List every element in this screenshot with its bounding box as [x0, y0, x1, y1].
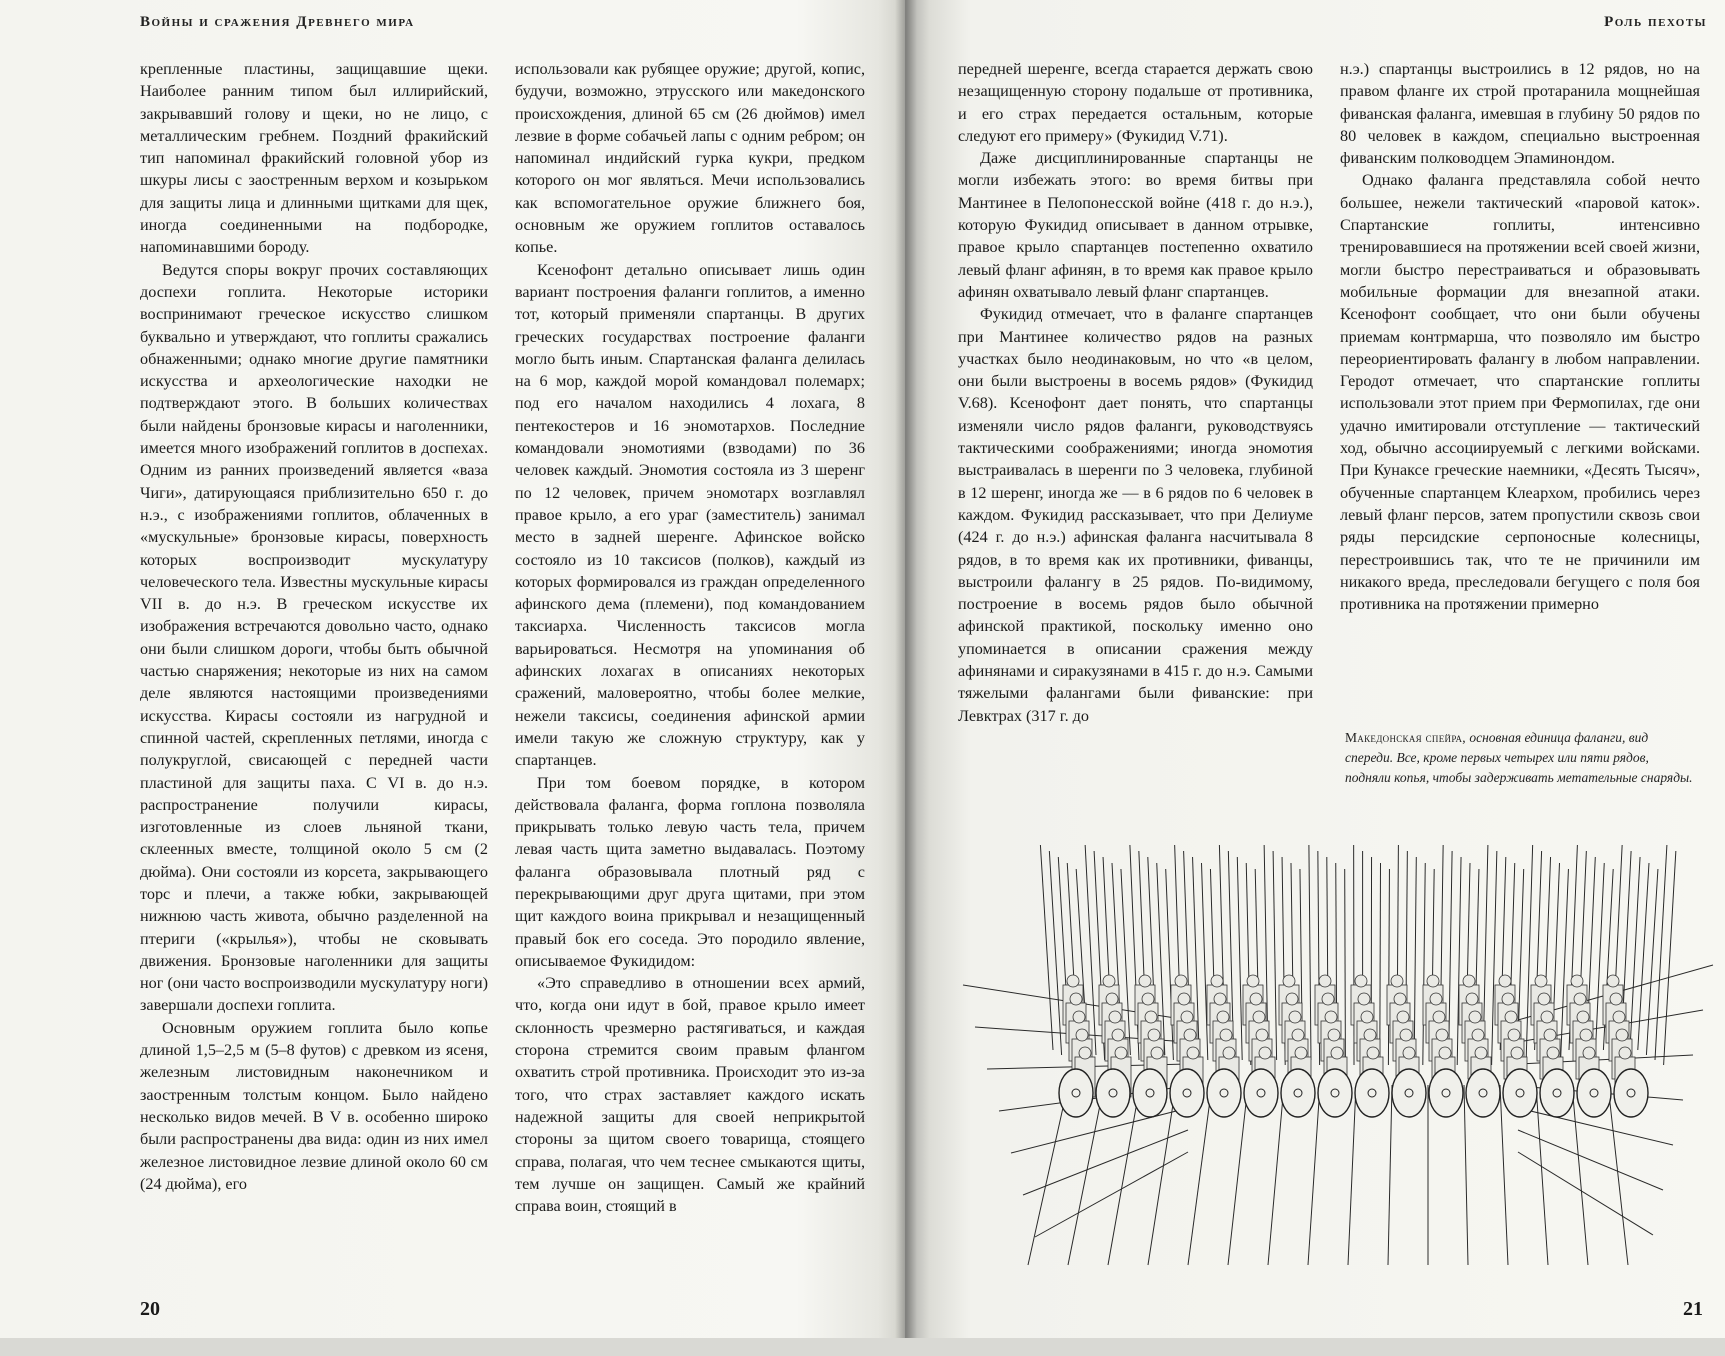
paragraph: Фукидид отмечает, что в фаланге спартанцев при Мантинее количество рядов на разных участках было неодинаковым, но что «в целом, они были выстроены в восемь рядов» (Фукидид V.68). Ксенофонт дает понять, что спартанцы изменяли число рядов фаланги, руководствуясь тактическими соображениями; иногда эномотия выстраивалась в шеренги по 3 человека, глубиной в 12 шеренг, иногда же — в 6 рядов по 6 человек в каждом. Фукидид рассказывает, что при Делиуме (424 г. до н.э.) афинская фаланга насчитывала 8 рядов, в то время как их противники, фиванцы, выстроили фалангу в 25 рядов. По-видимому, построение в восемь рядов было обычной афинской практикой, поскольку именно оно упоминается в описании сражения между афинянами и сиракузянами в 415 г. до н.э. Самыми тяжелыми фалангами были фиванские: при Левктрах (317 г. до: [958, 305, 1313, 725]
shield: [1096, 1069, 1130, 1117]
soldier-helmet: [1394, 993, 1406, 1005]
pike-raised: [1646, 869, 1658, 1055]
soldier-helmet: [1223, 1047, 1235, 1059]
soldier-helmet: [1463, 975, 1475, 987]
soldier-helmet: [1502, 993, 1514, 1005]
macedonian-speira-illustration: [958, 835, 1718, 1270]
soldier-helmet: [1499, 975, 1511, 987]
soldier-helmet: [1184, 1029, 1196, 1041]
shield: [1540, 1069, 1574, 1117]
soldier-helmet: [1247, 975, 1259, 987]
shield: [1318, 1069, 1352, 1117]
soldier-helmet: [1619, 1047, 1631, 1059]
soldier-helmet: [1070, 993, 1082, 1005]
soldier-helmet: [1112, 1029, 1124, 1041]
soldier-helmet: [1613, 1011, 1625, 1023]
running-head-right: Роль пехоты: [1604, 14, 1707, 30]
pike-forward: [1028, 1085, 1068, 1265]
soldier-helmet: [1142, 993, 1154, 1005]
soldier-helmet: [1283, 975, 1295, 987]
pike-raised: [1345, 869, 1346, 1060]
paragraph: «Это справедливо в отношении всех армий, что, когда они идут в бой, правое крыло имеет склонность чрезмерно растягиваться, и каждая сторона стремится своим правым флангом охватить строй противника. Происходит это из-за того, что страх заставляет каждого искать надежной защиты для своей неприкрытой стороны за щитом своего товарища, стоящего справа, полагая, что чем теснее смыкаются щиты, тем лучше он защищен. Самый же крайний справа воин, стоящий в: [515, 974, 865, 1216]
soldier-helmet: [1073, 1011, 1085, 1023]
pike-raised: [1414, 857, 1416, 1060]
soldier-helmet: [1508, 1029, 1520, 1041]
soldier-helmet: [1397, 1011, 1409, 1023]
pike-lowered: [1023, 1130, 1188, 1195]
shield: [1614, 1069, 1648, 1117]
soldier-helmet: [1175, 975, 1187, 987]
pike-raised: [1309, 845, 1311, 1060]
soldier-helmet: [1259, 1047, 1271, 1059]
paragraph: Основным оружием гоплита было копье длиной 1,5–2,5 м (5–8 футов) с древком из ясеня, железным листовидным наконечником и заостренным толстым концом. Было найдено несколько видов мечей. В V в. особенно широко были распространены два вида: один из них имел железное листовидное лезвие длиной около 60 см (24 дюйма), его: [140, 1018, 488, 1193]
soldier-helmet: [1574, 993, 1586, 1005]
soldier-helmet: [1103, 975, 1115, 987]
soldier-helmet: [1181, 1011, 1193, 1023]
soldier-helmet: [1295, 1047, 1307, 1059]
soldier-helmet: [1544, 1029, 1556, 1041]
soldier-helmet: [1214, 993, 1226, 1005]
page-number-left: 20: [140, 1298, 160, 1320]
soldier-helmet: [1178, 993, 1190, 1005]
pike-raised: [1166, 869, 1174, 1060]
pike-raised: [1526, 845, 1533, 1065]
text-column-3: [958, 58, 1313, 727]
soldier-helmet: [1547, 1047, 1559, 1059]
shield: [1429, 1069, 1463, 1117]
pike-raised: [1388, 869, 1389, 1065]
soldier-helmet: [1391, 975, 1403, 987]
paragraph: Ведутся споры вокруг прочих составляющих доспехи гоплита. Некоторые историки воспринимают греческое искусство слишком буквально и утверждают, что гоплиты сражались обнаженными; однако многие другие памятники искусства и археологические находки не подтверждают этого. В больших количествах были найдены бронзовые кирасы и наголенники, имеется много изображений гоплитов в доспехах. Одним из ранних произведений является «ваза Чиги», датирующаяся приблизительно 650 г. до н.э., с изображениями гоплитов, облаченных в «мускульные» бронзовые кирасы, поверхность которых воспроизводит мускулатуру человеческого тела. Известны мускульные кирасы VII в. до н.э. В греческом искусстве их изображения встречаются довольно часто, однако они были слишком дороги, чтобы быть обычной частью снаряжения; некоторые из них на самом деле являются настоящими произведениями искусства. Кирасы состояли из нагрудной и спинной частей, скрепленных петлями, иногда с полукруглой, свисающей с передней части пластиной для защиты паха. С VI в. до н.э. распространение получили кирасы, изготовленные из слоев льняной ткани, склеенных вместе, толщиной около 5 см (2 дюйма). Они состояли из корсета, закрывающего торс и плечи, а также юбки, закрывающей нижнюю часть живота, обычно разделенной на птериги («крылья»), чтобы не сковывать движения. Бронзовые наголенники для защиты ног (они часто воспроизводили мускулатуру ноги) завершали доспехи гоплита.: [140, 260, 488, 1015]
shield: [1392, 1069, 1426, 1117]
text-column-1: [140, 58, 488, 1195]
soldier-helmet: [1151, 1047, 1163, 1059]
pike-raised: [1595, 863, 1604, 1065]
pike-raised: [1237, 857, 1242, 1060]
pike-raised: [1457, 857, 1461, 1065]
paragraph: н.э.) спартанцы выстроились в 12 рядов, но на правом фланге их строй протаранила мощнейшая фиванская фаланга, имевшая в глубину 50 рядов по 80 человек в каждом, специально выстроенная фиванским полководцем Эпаминондом.: [1340, 60, 1700, 168]
shield: [1281, 1069, 1315, 1117]
soldier-helmet: [1109, 1011, 1121, 1023]
caption-head: Македонская спейра,: [1345, 730, 1466, 745]
soldier-helmet: [1439, 1047, 1451, 1059]
soldier-helmet: [1511, 1047, 1523, 1059]
soldier-helmet: [1079, 1047, 1091, 1059]
soldier-helmet: [1436, 1029, 1448, 1041]
soldier-helmet: [1253, 1011, 1265, 1023]
soldier-helmet: [1289, 1011, 1301, 1023]
scan-bottom-edge: [0, 1338, 1725, 1356]
paragraph: передней шеренге, всегда старается держать свою незащищенную сторону подальше от противника, и его страх передается остальным, которые следуют его примеру» (Фукидид V.71).: [958, 60, 1313, 145]
shield: [1133, 1069, 1167, 1117]
paragraph: Даже дисциплинированные спартанцы не могли избежать этого: во время битвы при Мантинее в Пелопонесской войне (418 г. до н.э.), которую Фукидид описывает в данном отрывке, правое крыло спартанцев постепенно охватило левый фланг афинян, в то время как правое крыло афинян охватывало левый фланг спартанцев.: [958, 149, 1313, 301]
text-column-4: [1340, 58, 1700, 615]
pike-lowered: [1035, 1152, 1188, 1237]
soldier-helmet: [1358, 993, 1370, 1005]
soldier-helmet: [1322, 993, 1334, 1005]
pike-raised: [1380, 863, 1381, 1060]
soldier-helmet: [1505, 1011, 1517, 1023]
soldier-helmet: [1076, 1029, 1088, 1041]
pike-raised: [1560, 869, 1568, 1065]
soldier-helmet: [1580, 1029, 1592, 1041]
soldier-helmet: [1319, 975, 1331, 987]
shield: [1577, 1069, 1611, 1117]
soldier-helmet: [1220, 1029, 1232, 1041]
soldier-helmet: [1328, 1029, 1340, 1041]
pike-raised: [1664, 851, 1676, 1065]
pike-forward: [1308, 1085, 1320, 1265]
soldier-helmet: [1571, 975, 1583, 987]
pike-lowered: [1518, 1152, 1653, 1235]
soldier-helmet: [1400, 1029, 1412, 1041]
pike-raised: [1638, 863, 1649, 1050]
caption-text: основная единица фаланги, вид спереди. Все, кроме первых четырех или пяти рядов, подняли копья, чтобы задерживать метательные снаряды.: [1345, 730, 1693, 785]
soldier-helmet: [1472, 1029, 1484, 1041]
shield: [1503, 1069, 1537, 1117]
soldier-helmet: [1331, 1047, 1343, 1059]
soldier-helmet: [1211, 975, 1223, 987]
page-number-right: 21: [1683, 1298, 1703, 1320]
soldier-helmet: [1256, 1029, 1268, 1041]
paragraph: крепленные пластины, защищавшие щеки. Наиболее ранним типом был иллирийский, закрывавший голову и щеки, но не лицо, с металлическим гребнем. Поздний фракийский тип напоминал фракийский головной убор из шкуры лисы с заостренным верхом и козырьком для защиты лица и длинными щитками для щек, иногда соединенными на подбородке, напоминавшими бороду.: [140, 60, 488, 257]
running-head-left: Войны и сражения Древнего мира: [140, 14, 415, 30]
soldier-helmet: [1325, 1011, 1337, 1023]
shield: [1355, 1069, 1389, 1117]
soldier-helmet: [1469, 1011, 1481, 1023]
soldier-helmet: [1187, 1047, 1199, 1059]
shield: [1170, 1069, 1204, 1117]
soldier-helmet: [1361, 1011, 1373, 1023]
soldier-helmet: [1475, 1047, 1487, 1059]
soldier-helmet: [1286, 993, 1298, 1005]
soldier-helmet: [1367, 1047, 1379, 1059]
paragraph: Ксенофонт детально описывает лишь один вариант построения фаланги гоплитов, а именно тот, который применяли спартанцы. В других греческих государствах построение фаланги могло быть иным. Спартанская фаланга делилась на 6 мор, каждой морой командовал полемарх; под его началом находились 4 лохага, 8 пентекостеров и 16 эномотархов. Последние командовали эномотиями (взводами) по 36 человек каждый. Эномотия состояла из 3 шеренг по 12 человек, причем эномотарх возглавлял правое крыло, а его ураг (заместитель) занимал место в задней шеренге. Афинское войско состояло из 10 таксисов (полков), каждый из которых формировался из граждан определенного афинского дема (племени), под командованием таксиарха. Численность таксисов могла варьироваться. Несмотря на упоминания об афинских лохагах в описаниях некоторых сражений, маловероятно, чтобы более мелкие, нежели таксисы, соединения афинской армии имели такую же сложную структуру, как у спартанцев.: [515, 260, 865, 770]
pike-forward: [1388, 1085, 1392, 1265]
figure-caption: [1345, 728, 1695, 788]
soldier-helmet: [1577, 1011, 1589, 1023]
soldier-helmet: [1403, 1047, 1415, 1059]
soldier-helmet: [1067, 975, 1079, 987]
soldier-helmet: [1583, 1047, 1595, 1059]
soldier-helmet: [1427, 975, 1439, 987]
pike-raised: [1202, 863, 1208, 1060]
pike-forward: [1348, 1085, 1356, 1265]
soldier-helmet: [1250, 993, 1262, 1005]
soldier-helmet: [1115, 1047, 1127, 1059]
soldier-helmet: [1355, 975, 1367, 987]
paragraph: Однако фаланга представляла собой нечто большее, нежели тактический «паровой каток». Спартанские гоплиты, интенсивно тренировавшиеся на протяжении всей своей жизни, могли быстро перестраиваться и образовывать мобильные формации для внезапной атаки. Ксенофонт сообщает, что они были обучены приемам контрмарша, что позволяло им быстро переориентировать фалангу в любом направлении. Геродот отмечает, что спартанские гоплиты использовали этот прием при Фермопилах, где они удачно имитировали отступление — тактический ход, обычно ассоциируемый с легкими войсками. При Кунаксе греческие наемники, «Десять Тысяч», обученные спартанцем Клеархом, пробились через левый фланг персов, затем пропустили сквозь свои ряды персидские серпоносные колесницы, перестроившись так, что те не причинили им никакого вреда, преследовали бегущего с поля боя противника на протяжении примерно: [1340, 171, 1700, 614]
soldier-helmet: [1364, 1029, 1376, 1041]
shield: [1244, 1069, 1278, 1117]
soldier-helmet: [1607, 975, 1619, 987]
soldier-helmet: [1148, 1029, 1160, 1041]
pike-raised: [1273, 851, 1277, 1060]
pike-forward: [1500, 1085, 1508, 1265]
text-column-2: [515, 58, 865, 1217]
pike-raised: [1655, 845, 1667, 1060]
pike-raised: [1492, 851, 1497, 1065]
pike-raised: [1423, 863, 1425, 1065]
soldier-helmet: [1217, 1011, 1229, 1023]
soldier-helmet: [1430, 993, 1442, 1005]
soldier-helmet: [1538, 993, 1550, 1005]
soldier-helmet: [1145, 1011, 1157, 1023]
soldier-helmet: [1610, 993, 1622, 1005]
paragraph: использовали как рубящее оружие; другой, копис, будучи, возможно, этрусского или македонского происхождения, длиной 65 см (26 дюймов) имел лезвие в форме собачьей лапы с одним ребром; он напоминал индийский гурка кукри, предком которого он мог являться. Мечи использовались как вспомогательное оружие ближнего боя, основным же оружием гоплитов оставалось копье.: [515, 60, 865, 257]
paragraph: При том боевом порядке, в котором действовала фаланга, форма гоплона позволяла прикрывать только левую часть тела, причем левая часть щита заметно выдавалась. Поэтому фаланга образовывала плотный ряд с перекрывающими друг друга щитами, при этом щит каждого воина прикрывал и незащищенный правый бок его соседа. Это породило явление, описываемое Фукидидом:: [515, 773, 865, 970]
soldier-helmet: [1433, 1011, 1445, 1023]
pike-forward: [1464, 1085, 1468, 1265]
shield: [1207, 1069, 1241, 1117]
gutter-shadow: [895, 0, 917, 1356]
soldier-helmet: [1616, 1029, 1628, 1041]
soldier-helmet: [1541, 1011, 1553, 1023]
soldier-helmet: [1535, 975, 1547, 987]
shield: [1466, 1069, 1500, 1117]
pike-lowered: [1011, 1108, 1188, 1153]
soldier-helmet: [1139, 975, 1151, 987]
soldier-helmet: [1292, 1029, 1304, 1041]
shield: [1059, 1069, 1093, 1117]
soldier-helmet: [1106, 993, 1118, 1005]
soldier-helmet: [1466, 993, 1478, 1005]
